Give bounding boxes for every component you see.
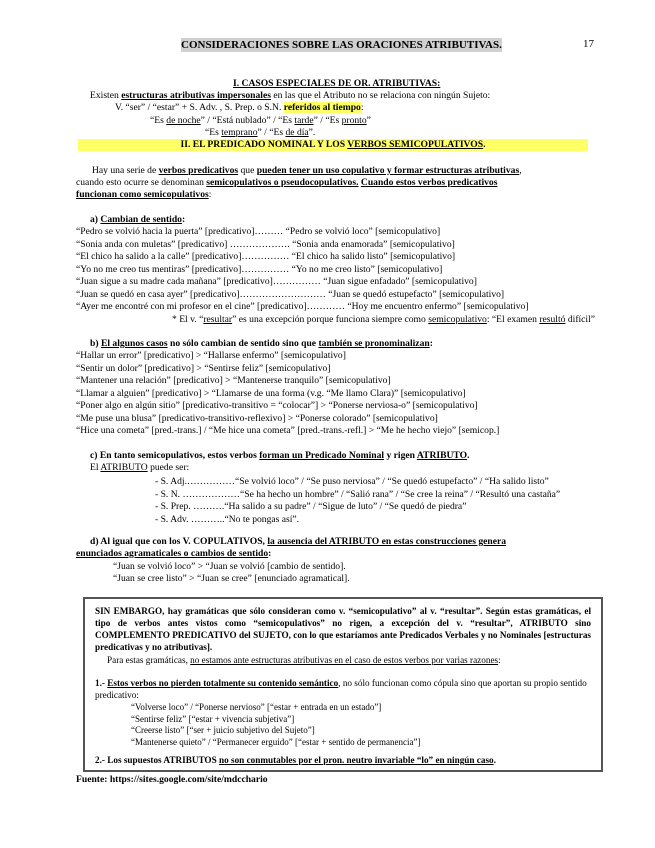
text-span: temprano xyxy=(221,127,258,138)
text-span: Para estas gramáticas, xyxy=(107,655,191,665)
page-number: 17 xyxy=(583,38,594,50)
text-span: resultó xyxy=(539,314,566,325)
text-span: d) Al igual que con los V. COPULATIVOS, xyxy=(90,536,268,547)
text-span: no son conmutables por el pron. neutro invariable “lo” en ningún caso xyxy=(219,755,494,765)
list-item xyxy=(155,501,466,513)
text-span: VERBOS SEMICOPULATIVOS xyxy=(347,139,484,150)
text-span: ” / “Está nublado” / “Es xyxy=(200,115,295,126)
text-span: , no sólo funcionan como cópula sino que aportan su propio sentido predicativo: xyxy=(95,678,587,700)
sub-d-example-1: “Juan se volvió loco” > “Juan se volvió [cambio de sentido]. xyxy=(113,561,346,572)
text-span: * El v. “ xyxy=(172,314,204,325)
text-span: de día xyxy=(285,127,309,138)
text-span: ATRIBUTO xyxy=(100,462,148,473)
text-span: funcionan como semicopulativos xyxy=(76,189,209,200)
sub-a-note xyxy=(172,314,595,326)
sub-c-subheading xyxy=(90,462,189,474)
text-span: semicopulativo xyxy=(428,314,487,325)
section1-line3 xyxy=(150,115,371,127)
text-span: II. EL PREDICADO NOMINAL Y LOS xyxy=(180,139,348,150)
text-span: , xyxy=(519,165,522,176)
text-span: Cuando estos verbos predicativos xyxy=(360,177,498,188)
item-label: - S. Prep. ………. xyxy=(155,501,225,512)
sub-d-example-2: “Juan se cree listo” > “Juan se cree” [enunciado agramatical]. xyxy=(113,573,350,584)
text-span: a) xyxy=(90,214,101,225)
list-item: “Pedro se volvió hacia la puerta” [predicativo]……… “Pedro se volvió loco” [semicopulativo] xyxy=(76,226,441,237)
text-span: verbos predicativos xyxy=(158,165,239,176)
text-span: ” xyxy=(366,115,371,126)
text-span: b) xyxy=(90,338,101,349)
text-span: puede ser: xyxy=(147,462,190,473)
note-paragraph-2 xyxy=(107,654,501,666)
list-item: “Juan sigue a su madre cada mañana” [predicativo]…………… “Juan sigue enfadado” [semicopulativo] xyxy=(76,276,477,287)
list-item: “Sentirse feliz” [“estar + vivencia subjetiva”] xyxy=(131,713,295,724)
item-text: “Se volvió loco” / “Se puso nerviosa” / “Se quedó estupefacto” / “Ha salido listo” xyxy=(234,476,549,487)
note-reason-1 xyxy=(95,677,591,701)
section1-line1 xyxy=(90,90,490,102)
section1-line4 xyxy=(205,127,315,139)
text-span: que xyxy=(238,165,257,176)
list-item: “Creerse listo” [“ser + juicio subjetivo del Sujeto”] xyxy=(131,725,315,735)
list-item: “El chico ha salido a la calle” [predicativo]…………… “El chico ha salido listo” [semicopulativo] xyxy=(76,251,456,262)
sub-d-line1 xyxy=(90,536,506,548)
page-title: CONSIDERACIONES SOBRE LAS ORACIONES ATRIBUTIVAS. xyxy=(181,39,502,51)
sub-a-heading xyxy=(90,214,185,226)
text-span: El xyxy=(90,462,101,473)
text-span: “Es xyxy=(205,127,222,138)
text-span: referidos al tiempo xyxy=(283,102,361,113)
text-span: pronto xyxy=(341,115,367,126)
text-span: : xyxy=(268,548,272,559)
text-span: : xyxy=(498,655,501,665)
text-span: 2.- Los supuestos ATRIBUTOS xyxy=(95,755,219,765)
text-span: tarde xyxy=(294,115,314,126)
note-reason-2 xyxy=(95,754,496,766)
text-span: ” / “Es xyxy=(313,115,342,126)
text-span: : xyxy=(360,102,364,113)
section2-heading xyxy=(78,139,588,151)
note-examples xyxy=(131,702,421,748)
text-span: difícil” xyxy=(565,314,596,325)
section1-line2 xyxy=(115,102,364,114)
item-text: “No te pongas así”. xyxy=(224,513,300,525)
text-span: : xyxy=(429,338,433,349)
list-item: “Mantenerse quieto” / “Permanecer erguido” [“estar + sentido de permanencia”] xyxy=(131,736,421,747)
text-span: El algunos casos xyxy=(100,338,168,349)
text-span: Hay una serie de xyxy=(92,165,159,176)
text-span: no estamos ante estructuras atributivas en el caso de estos verbos por varias razones xyxy=(190,655,499,665)
list-item xyxy=(155,514,299,526)
item-text: “Se ha hecho un hombre” / “Salió rana” / “Se cree la reina” / “Resultó una castaña” xyxy=(240,488,561,500)
text-span: ” es una excepción porque funciona siempre como xyxy=(232,314,429,325)
text-span: . xyxy=(483,139,486,150)
text-span: ” / “Es xyxy=(257,127,286,138)
list-item: “Juan se quedó en casa ayer” [predicativo]……………………… “Juan se quedó estupefacto” [semicopulativo] xyxy=(76,288,505,300)
text-span: V. “ser” / “estar” + S. Adv. , S. Prep. o S.N. xyxy=(115,102,284,113)
section2-p-line1 xyxy=(92,165,522,177)
text-span: : “El examen xyxy=(486,314,540,325)
list-item xyxy=(155,489,560,501)
item-text: “Ha salido a su padre” / “Sigue de luto” / “Se quedó de piedra” xyxy=(224,501,467,512)
text-span: c) xyxy=(90,450,100,461)
text-span: 1.- xyxy=(95,678,108,688)
text-span: la ausencia del ATRIBUTO en estas construcciones genera xyxy=(267,536,507,547)
text-span: pueden tener un uso copulativo y formar estructuras atributivas xyxy=(256,165,520,176)
text-span: no sólo cambian de sentido sino que xyxy=(167,338,319,349)
list-item: “Hallar un error” [predicativo] > “Hallarse enfermo” [semicopulativo] xyxy=(76,350,346,361)
item-label: - S. Adv. ……….. xyxy=(155,513,225,525)
list-item: “Volverse loco” / “Ponerse nervioso” [“estar + entrada en un estado”] xyxy=(131,702,382,712)
text-span: . xyxy=(493,755,496,765)
text-span: Estos verbos no pierden totalmente su contenido semántico xyxy=(107,678,339,688)
text-span: ”. xyxy=(308,127,316,138)
list-item xyxy=(155,476,549,488)
list-item: “Llamar a alguien” [predicativo] > “Llamarse de una forma (v.g. “Me llamo Clara)” [semicopulativo] xyxy=(76,387,466,399)
text-span: también se pronominalizan xyxy=(318,338,430,349)
list-item: “Mantener una relación” [predicativo] > “Mantenerse tranquilo” [semicopulativo] xyxy=(76,375,391,386)
text-span: ATRIBUTO xyxy=(416,450,468,461)
text-span: : xyxy=(208,189,212,200)
text-span: enunciados agramaticales o cambios de sentido xyxy=(76,548,269,559)
sub-b-heading xyxy=(90,338,433,350)
text-span: “Es xyxy=(150,115,167,126)
sub-d-line2 xyxy=(76,548,271,560)
text-span: En tanto semicopulativos, estos verbos xyxy=(99,450,260,461)
section2-p-line3 xyxy=(76,189,211,201)
list-item: “Me puse una blusa” [predicativo-transitivo-reflexivo] > “Ponerse colorado” [semicopulativo] xyxy=(76,412,438,424)
text-span: Existen xyxy=(90,90,122,101)
note-box xyxy=(83,597,603,772)
text-span: de noche xyxy=(166,115,201,126)
text-span: . xyxy=(467,450,470,461)
list-item: “Ayer me encontré con mi profesor en el cine” [predicativo]………… “Hoy me encuentro enfermo” [semicopulativo] xyxy=(76,301,529,312)
text-span: : xyxy=(181,214,186,225)
sub-c-heading xyxy=(90,450,470,462)
section2-p-line2 xyxy=(76,177,497,189)
text-span: resultar xyxy=(203,314,233,325)
text-span: en las que el Atributo no se relaciona con ningún Sujeto: xyxy=(270,90,491,101)
item-label: - S. N. ……………… xyxy=(155,488,241,500)
list-item: “Sentir un dolor” [predicativo] > “Sentirse feliz” [semicopulativo] xyxy=(76,362,331,374)
text-span: forman un Predicado Nominal xyxy=(259,450,385,461)
text-span: estructuras atributivas impersonales xyxy=(121,90,271,101)
note-paragraph-1: SIN EMBARGO, hay gramáticas que sólo consideran como v. “semicopulativo” al v. “resultar”. Según estas gramáticas, el tipo de verbos antes vistos como “semicopulativos” no rigen, a excepción del v. “resultar”, ATRIBUTO sino COMPLEMENTO PREDICATIVO del SUJETO, con lo que estaríamos ante Predicados Verbales y no Nominales [estructuras predicativas y no atributivas]. xyxy=(95,606,591,652)
text-span: semicopulativos o pseudocopulativos. xyxy=(206,177,359,188)
source-note: Fuente: https://sites.google.com/site/mdcchario xyxy=(76,774,268,785)
text-span: Cambian de sentido xyxy=(100,214,182,225)
text-span: y rigen xyxy=(384,450,417,461)
list-item: “Hice una cometa” [pred.-trans.] / “Me hice una cometa” [pred.-trans.-refl.] > “Me he hecho viejo” [semicop.] xyxy=(76,425,500,436)
text-span: cuando esto ocurre se denominan xyxy=(76,177,207,188)
list-item: “Yo no me creo tus mentiras” [predicativo]…………… “Yo no me creo listo” [semicopulativo] xyxy=(76,263,443,275)
list-item: “Sonia anda con muletas” [predicativo] ………………. “Sonia anda enamorada” [semicopulativo] xyxy=(76,238,455,250)
section1-heading: I. CASOS ESPECIALES DE OR. ATRIBUTIVAS: xyxy=(233,78,441,89)
item-label: - S. Adj.…………… xyxy=(155,476,235,487)
list-item: “Poner algo en algún sitio” [predicativo-transitivo = “colocar”] > “Ponerse nerviosa-o” [semicopulativo] xyxy=(76,400,478,411)
